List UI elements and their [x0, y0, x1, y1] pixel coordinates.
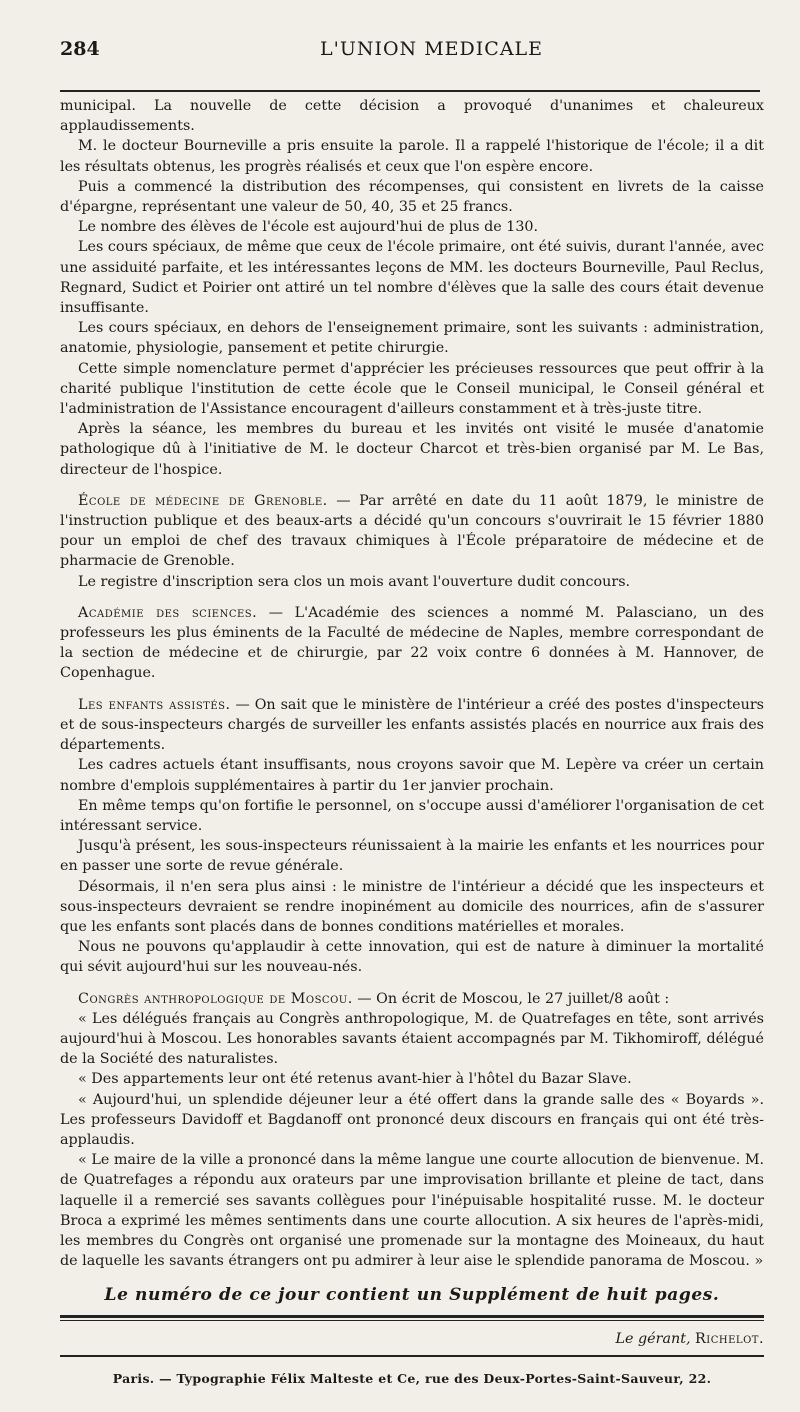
- signature: [60, 1331, 764, 1347]
- paragraph: Les cadres actuels étant insuffisants, nous croyons savoir que M. Lepère va créer un certain nombre d'emplois supplémentaires à partir du 1er janvier prochain.: [60, 757, 764, 794]
- paragraph: « Aujourd'hui, un splendide déjeuner leur a été offert dans la grande salle des « Boyards ». Les professeurs Davidoff et Bagdanoff ont prononcé deux discours en français qui ont été très-applaudis.: [60, 1091, 764, 1148]
- paragraph: Le registre d'inscription sera clos un mois avant l'ouverture dudit concours.: [78, 573, 631, 590]
- paragraph: Jusqu'à présent, les sous-inspecteurs réunissaient à la mairie les enfants et les nourrices pour en passer une sorte de revue générale.: [60, 838, 764, 875]
- paragraph: M. le docteur Bourneville a pris ensuite la parole. Il a rappelé l'historique de l'école; il a dit les résultats obtenus, les progrès réalisés et ceux que l'on espère encore.: [60, 138, 764, 175]
- header-rule: [60, 90, 760, 92]
- section-academie: [60, 603, 764, 684]
- section-heading: Les enfants assistés.: [78, 696, 231, 713]
- page-header: [60, 38, 764, 78]
- paragraph: municipal. La nouvelle de cette décision a provoqué d'unanimes et chaleureux applaudissements.: [60, 98, 764, 135]
- section-grenoble: [60, 491, 764, 592]
- signature-name: Richelot.: [695, 1331, 764, 1348]
- paragraph: Les cours spéciaux, de même que ceux de l'école primaire, ont été suivis, durant l'année, avec une assiduité parfaite, et les intéressantes leçons de MM. les docteurs Bourneville, Paul Reclus, Regnard, Sudict et Poirier ont attiré un tel nombre d'élèves que la salle des cours était devenue insuffisante.: [60, 239, 764, 317]
- running-title: L'UNION MEDICALE: [320, 38, 544, 60]
- paragraph: En même temps qu'on fortifie le personnel, on s'occupe aussi d'améliorer l'organisation de cet intéressant service.: [60, 797, 764, 834]
- footer-rule-thin: [60, 1320, 764, 1321]
- article-body: [60, 96, 764, 1271]
- paragraph: Nous ne pouvons qu'applaudir à cette innovation, qui est de nature à diminuer la mortalité qui sévit aujourd'hui sur les nouveau-nés.: [60, 939, 764, 976]
- paragraph: « Les délégués français au Congrès anthropologique, M. de Quatrefages en tête, sont arrivés aujourd'hui à Moscou. Les honorables savants étaient accompagnés par M. Tikhomiroff, délégué de la Société des naturalistes.: [60, 1010, 764, 1068]
- paragraph: Après la séance, les membres du bureau et les invités ont visité le musée d'anatomie pathologique dû à l'initiative de M. le docteur Charcot et très-bien organisé par M. Le Bas, directeur de l'hospice.: [60, 421, 764, 478]
- paragraph: Puis a commencé la distribution des récompenses, qui consistent en livrets de la caisse d'épargne, représentant une valeur de 50, 40, 35 et 25 francs.: [60, 178, 764, 216]
- paragraph: Désormais, il n'en sera plus ainsi : le ministre de l'intérieur a décidé que les inspecteurs et sous-inspecteurs devraient se rendre inopinément au domicile des nourrices, afin de s'assurer que les enfants sont placés dans de bonnes conditions matérielles et morales.: [60, 878, 764, 935]
- paragraph: « Des appartements leur ont été retenus avant-hier à l'hôtel du Bazar Slave.: [78, 1071, 632, 1088]
- section-text: — Par arrêté en date du 11 août 1879, le ministre de l'instruction publique et des beaux-arts a décidé qu'un concours s'ouvrirait le 15 février 1880 pour un emploi de chef des travaux chimiques à l'École préparatoire de médecine et de pharmacie de Grenoble.: [60, 492, 764, 570]
- imprint-rule: [60, 1355, 764, 1357]
- paragraph: « Le maire de la ville a prononcé dans la même langue une courte allocution de bienvenue. M. de Quatrefages a répondu aux orateurs par une improvisation brillante et pleine de tact, dans laquelle il a remercié ses savants collègues pour l'inépuisable hospitalité russe. M. le docteur Broca a exprimé les mêmes sentiments dans une courte allocution. A six heures de l'après-midi, les membres du Congrès ont organisé une promenade sur la montagne des Moineaux, du haut de laquelle les savants étrangers ont pu admirer à leur aise le splendide panorama de Moscou. »: [60, 1152, 764, 1270]
- section-text: — On écrit de Moscou, le 27 juillet/8 août :: [352, 990, 670, 1007]
- page-number: 284: [60, 38, 100, 60]
- paragraph: Le nombre des élèves de l'école est aujourd'hui de plus de 130.: [78, 219, 539, 236]
- printer-imprint: Paris. — Typographie Félix Malteste et Ce, rue des Deux-Portes-Saint-Sauveur, 22.: [112, 1371, 712, 1387]
- paragraph: Cette simple nomenclature permet d'apprécier les précieuses ressources que peut offrir à la charité publique l'institution de cette école que le Conseil municipal, le Conseil général et l'administration de l'Assistance encouragent d'ailleurs constamment et à très-juste titre.: [60, 360, 764, 418]
- section-heading: École de médecine de Grenoble.: [78, 492, 328, 509]
- paragraph: Les cours spéciaux, en dehors de l'enseignement primaire, sont les suivants : administration, anatomie, physiologie, pansement et petite chirurgie.: [60, 320, 764, 357]
- section-heading: Congrès anthropologique de Moscou.: [78, 990, 353, 1007]
- section-text: — L'Académie des sciences a nommé M. Palasciano, un des professeurs les plus éminents de la Faculté de médecine de Naples, membre correspondant de la section de médecine et de chirurgie, par 22 voix contre 6 données à M. Hannover, de Copenhague.: [60, 604, 764, 682]
- section-congres: [60, 989, 764, 1272]
- footer-rule-thick: [60, 1315, 764, 1318]
- section-enfants: [60, 695, 764, 978]
- signature-label: Le gérant,: [615, 1331, 691, 1348]
- section-heading: Académie des sciences.: [78, 604, 258, 621]
- section-text: — On sait que le ministère de l'intérieur a créé des postes d'inspecteurs et de sous-inspecteurs chargés de surveiller les enfants assistés placés en nourrice aux frais des départements.: [60, 696, 764, 754]
- supplement-notice: Le numéro de ce jour contient un Supplément de huit pages.: [104, 1285, 720, 1306]
